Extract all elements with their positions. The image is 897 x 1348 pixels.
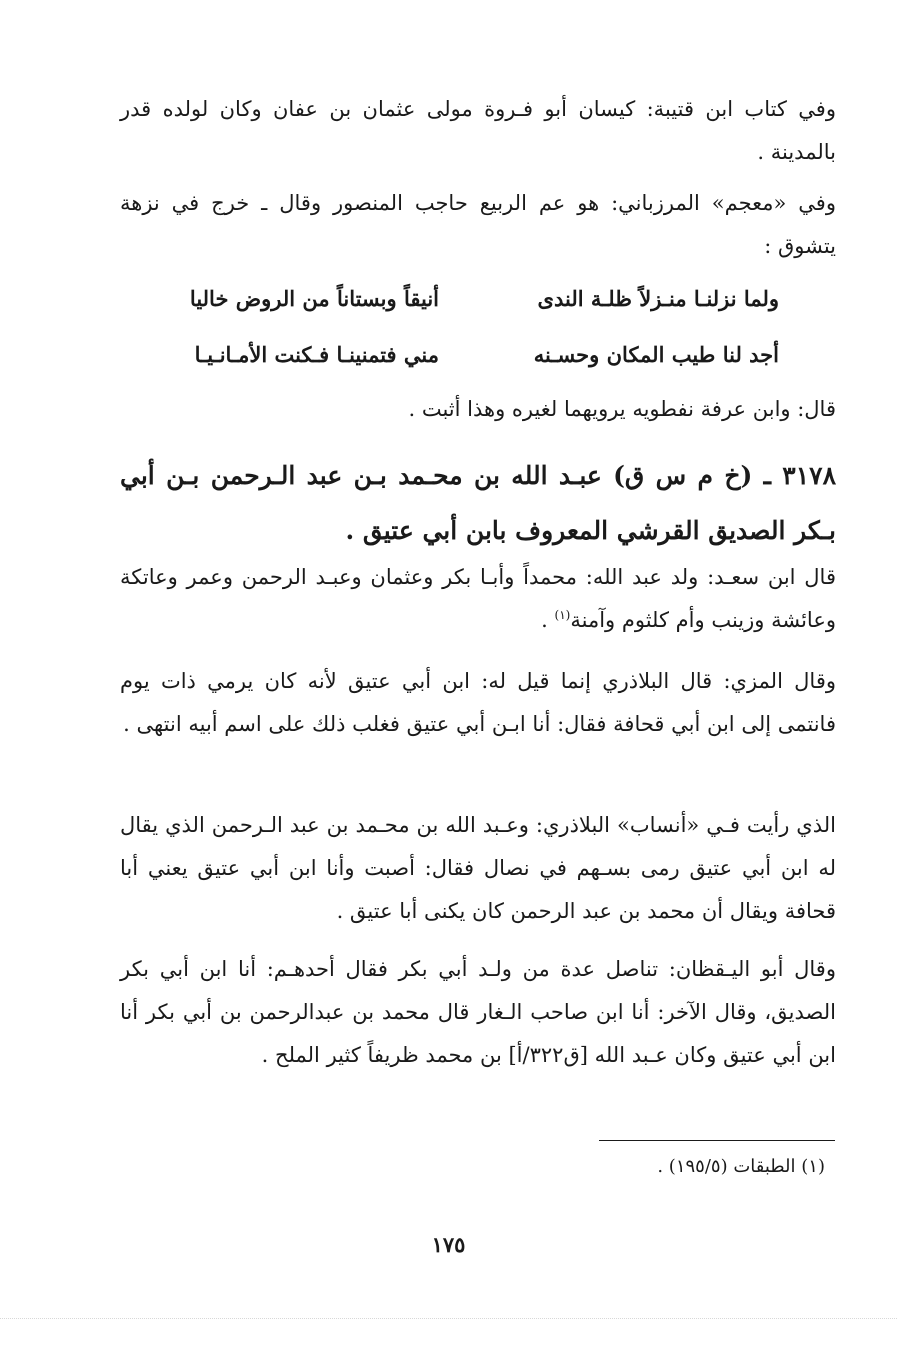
page-edge-divider [0,1318,897,1319]
paragraph-text: قال: وابن عرفة نفطويه يرويهما لغيره وهذا أثبت . [408,397,836,421]
paragraph-text: الذي رأيت فـي «أنساب» البلاذري: وعـبد الله بن محـمد بن عبد الـرحمن الذي يقال له ابن أبي عتيق رمى بسـهم في نصال فقال: أصبت وأنا ابن أبي عتيق يعني أبا قحافة ويقال أن محمد بن عبد الرحمن كان يكنى أبا عتيق . [120,813,836,923]
paragraph-text: وفي كتاب ابن قتيبة: كيسان أبو فـروة مولى عثمان بن عفان وكان لولده قدر بالمدينة . [120,97,836,164]
paragraph-main-text: قال ابن سعـد: ولد عبد الله: محمداً وأبـا بكر وعثمان وعبـد الرحمن وعمر وعاتكة وعائشة وزينب وأم كلثوم وآمنة [120,565,836,632]
paragraph-abu-al-yaqzan [120,948,836,1077]
page-number: ١٧٥ [431,1232,466,1257]
paragraph-ibn-arafa [120,388,836,431]
paragraph-ibn-saad [120,556,836,642]
verse-line-2-first-hemistich: أجد لنا طيب المكان وحسـنه [533,342,779,367]
footnote-separator [599,1140,835,1141]
footnote-reference: (١) [554,608,571,622]
verse-line-2-second-hemistich: مني فتمنينـا فـكنت الأمـانـيـا [194,342,439,367]
paragraph-text: وقال المزي: قال البلاذري إنما قيل له: ابن أبي عتيق لأنه كان يرمي ذات يوم فانتمى إلى ابن أبي قحافة فقال: أنا ابـن أبي عتيق فغلب ذلك على اسم أبيه انتهى . [120,669,836,736]
verse-line-1-second-hemistich: أنيقاً وبستاناً من الروض خاليا [189,286,439,311]
paragraph-ansab [120,804,836,933]
verse-line-1-first-hemistich: ولما نزلنـا منـزلاً ظلـة الندى [537,286,779,311]
paragraph-text: وقال أبو اليـقظان: تناصل عدة من ولـد أبي بكر فقال أحدهـم: أنا ابن أبي بكر الصديق، وقال الآخر: أنا ابن صاحب الـغار قال محمد بن عبدالرحمن بن أبي بكر أنا ابن أبي عتيق وكان عـبد الله [ق٣٢٢/أ] بن محمد ظريفاً كثير الملح . [120,957,836,1067]
paragraph-mizzi [120,660,836,746]
paragraph-marzubani [120,182,836,268]
entry-heading: ٣١٧٨ ـ (خ م س ق) عبـد الله بن محـمد بـن عبد الـرحمن بـن أبي بـكر الصديق القرشي المعروف بابن أبي عتيق . [120,461,836,545]
paragraph-text [120,556,836,642]
paragraph-ibn-qutayba [120,88,836,174]
footnote: (١) الطبقات (١٩٥/٥) . [657,1156,825,1177]
paragraph-text: وفي «معجم» المرزباني: هو عم الربيع حاجب المنصور وقال ـ خرج في نزهة يتشوق : [120,191,836,258]
paragraph-end-text: . [541,608,555,632]
